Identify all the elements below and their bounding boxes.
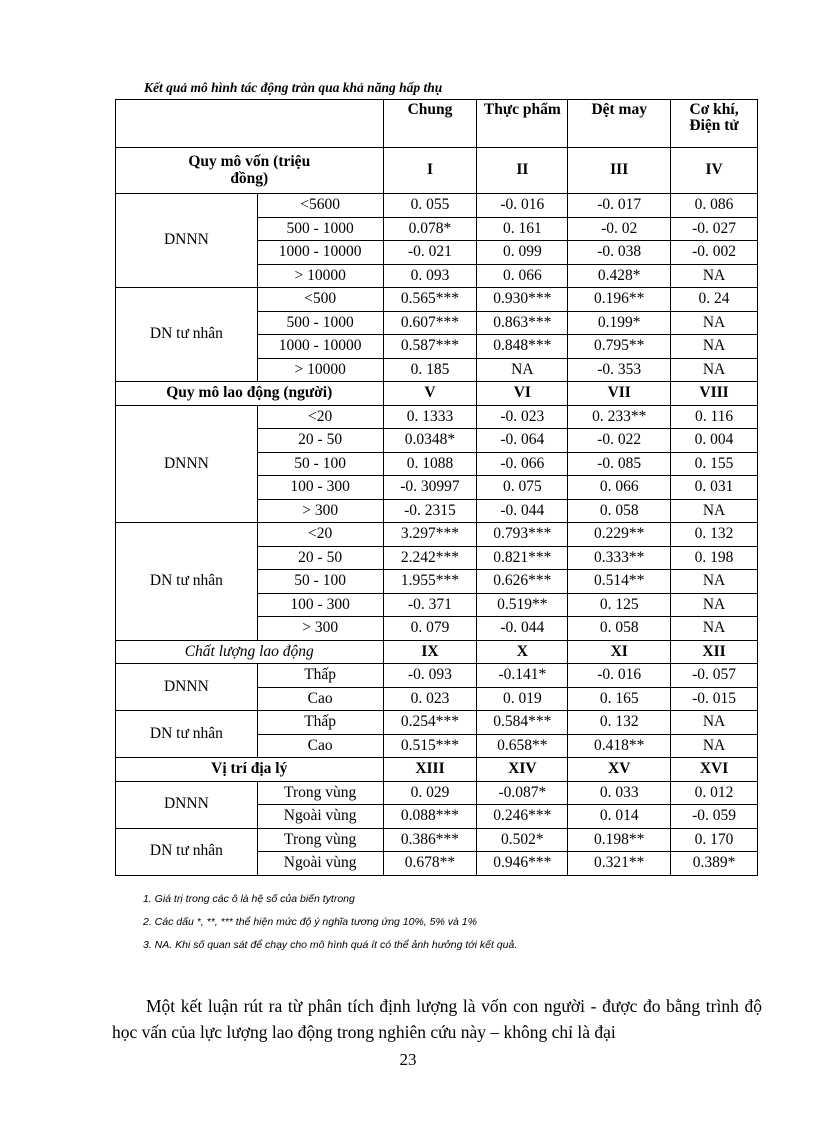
model-code: XIII [383, 758, 477, 782]
model-code: XIV [477, 758, 568, 782]
row-label: 50 - 100 [257, 570, 383, 594]
table-caption: Kết quả mô hình tác động tràn qua khả năng hấp thụ [144, 80, 443, 95]
value-cell: 0.626*** [477, 570, 568, 594]
value-cell: -0. 02 [568, 217, 671, 241]
row-label: 100 - 300 [257, 593, 383, 617]
value-cell: -0. 30997 [383, 476, 477, 500]
value-cell: 0. 023 [383, 687, 477, 711]
value-cell: 3.297*** [383, 523, 477, 547]
value-cell: 0.515*** [383, 734, 477, 758]
value-cell: -0. 022 [568, 429, 671, 453]
value-cell: 0. 075 [477, 476, 568, 500]
value-cell: NA [477, 358, 568, 382]
model-code: II [477, 148, 568, 194]
row-label: <500 [257, 288, 383, 312]
value-cell: 0.386*** [383, 828, 477, 852]
table-row [116, 194, 758, 218]
results-table [115, 99, 758, 876]
value-cell: 0.587*** [383, 335, 477, 359]
section-title: Quy mô lao động (người) [116, 382, 384, 406]
column-header: Cơ khí, Điện tử [671, 100, 758, 148]
row-label: 500 - 1000 [257, 311, 383, 335]
value-cell: 0. 132 [671, 523, 758, 547]
model-code: III [568, 148, 671, 194]
row-label: <20 [257, 523, 383, 547]
value-cell: 0.519** [477, 593, 568, 617]
value-cell: 0. 012 [671, 781, 758, 805]
value-cell: -0. 085 [568, 452, 671, 476]
value-cell: 0.658** [477, 734, 568, 758]
value-cell: 0.246*** [477, 805, 568, 829]
value-cell: 0. 125 [568, 593, 671, 617]
value-cell: 0. 086 [671, 194, 758, 218]
value-cell: 0. 079 [383, 617, 477, 641]
value-cell: -0. 016 [477, 194, 568, 218]
value-cell: 0. 116 [671, 405, 758, 429]
value-cell: 0.229** [568, 523, 671, 547]
row-label: <5600 [257, 194, 383, 218]
table-row [116, 288, 758, 312]
value-cell: -0. 064 [477, 429, 568, 453]
row-label: Thấp [257, 711, 383, 735]
table-notes [143, 893, 517, 962]
model-code: VI [477, 382, 568, 406]
value-cell: 2.242*** [383, 546, 477, 570]
row-label: Cao [257, 687, 383, 711]
value-cell: 0. 058 [568, 617, 671, 641]
value-cell: 0. 185 [383, 358, 477, 382]
value-cell: 0. 165 [568, 687, 671, 711]
value-cell: 0.678** [383, 852, 477, 876]
value-cell: 0. 132 [568, 711, 671, 735]
paragraph-text: Một kết luận rút ra từ phân tích định lượng là vốn con người - được đo bằng trình độ học vấn của lực lượng lao động trong nghiên cứu này – không chỉ là đại [112, 996, 762, 1042]
section-header-row [116, 640, 758, 664]
value-cell: -0.087* [477, 781, 568, 805]
value-cell: -0. 016 [568, 664, 671, 688]
model-code: XV [568, 758, 671, 782]
body-paragraph [112, 993, 762, 1045]
row-label: Trong vùng [257, 828, 383, 852]
value-cell: 0.418** [568, 734, 671, 758]
value-cell: 0. 233** [568, 405, 671, 429]
value-cell: 0.584*** [477, 711, 568, 735]
value-cell: 0.514** [568, 570, 671, 594]
value-cell: NA [671, 711, 758, 735]
value-cell: NA [671, 264, 758, 288]
section-header-row [116, 382, 758, 406]
value-cell: -0. 059 [671, 805, 758, 829]
value-cell: 0.333** [568, 546, 671, 570]
value-cell: -0. 057 [671, 664, 758, 688]
value-cell: 0. 1088 [383, 452, 477, 476]
value-cell: 0. 24 [671, 288, 758, 312]
row-label: 20 - 50 [257, 429, 383, 453]
table-row [116, 781, 758, 805]
group-label: DN tư nhân [116, 288, 258, 382]
value-cell: 0.254*** [383, 711, 477, 735]
value-cell: 0. 155 [671, 452, 758, 476]
value-cell: NA [671, 358, 758, 382]
header-blank-cell [116, 100, 384, 148]
value-cell: 0.502* [477, 828, 568, 852]
value-cell: -0. 044 [477, 617, 568, 641]
value-cell: NA [671, 593, 758, 617]
row-label: 1000 - 10000 [257, 335, 383, 359]
group-label: DN tư nhân [116, 828, 258, 875]
section-title: Quy mô vốn (triệu đồng) [116, 148, 384, 194]
model-code: VIII [671, 382, 758, 406]
value-cell: 0.389* [671, 852, 758, 876]
value-cell: 0.198** [568, 828, 671, 852]
row-label: 100 - 300 [257, 476, 383, 500]
value-cell: 0. 1333 [383, 405, 477, 429]
value-cell: 0. 029 [383, 781, 477, 805]
group-label: DN tư nhân [116, 523, 258, 641]
group-label: DNNN [116, 664, 258, 711]
row-label: <20 [257, 405, 383, 429]
value-cell: -0. 027 [671, 217, 758, 241]
value-cell: 0.795** [568, 335, 671, 359]
value-cell: 0.078* [383, 217, 477, 241]
value-cell: 0. 058 [568, 499, 671, 523]
row-label: > 300 [257, 617, 383, 641]
value-cell: 0.199* [568, 311, 671, 335]
model-code: X [477, 640, 568, 664]
value-cell: 0. 170 [671, 828, 758, 852]
model-code: V [383, 382, 477, 406]
model-code: IV [671, 148, 758, 194]
group-label: DNNN [116, 194, 258, 288]
group-label: DN tư nhân [116, 711, 258, 758]
note: 2. Các dấu *, **, *** thể hiện mức độ ý nghĩa tương ứng 10%, 5% và 1% [143, 916, 477, 928]
value-cell: NA [671, 734, 758, 758]
value-cell: 0.930*** [477, 288, 568, 312]
value-cell: 0.088*** [383, 805, 477, 829]
table-row [116, 828, 758, 852]
model-code: I [383, 148, 477, 194]
column-header: Chung [383, 100, 477, 148]
value-cell: -0. 021 [383, 241, 477, 265]
note: 1. Giá trị trong các ô là hệ số của biến tytrong [143, 893, 355, 905]
value-cell: -0.141* [477, 664, 568, 688]
value-cell: -0. 002 [671, 241, 758, 265]
value-cell: 0. 066 [568, 476, 671, 500]
value-cell: 0. 033 [568, 781, 671, 805]
column-header: Dệt may [568, 100, 671, 148]
model-code: XI [568, 640, 671, 664]
value-cell: 0.607*** [383, 311, 477, 335]
section-title: Vị trí địa lý [116, 758, 384, 782]
model-code: VII [568, 382, 671, 406]
value-cell: 0.321** [568, 852, 671, 876]
row-label: > 10000 [257, 358, 383, 382]
value-cell: -0. 353 [568, 358, 671, 382]
table-row [116, 523, 758, 547]
value-cell: NA [671, 570, 758, 594]
row-label: 20 - 50 [257, 546, 383, 570]
value-cell: 0. 031 [671, 476, 758, 500]
value-cell: 0. 066 [477, 264, 568, 288]
value-cell: NA [671, 335, 758, 359]
model-code: XVI [671, 758, 758, 782]
value-cell: 0.793*** [477, 523, 568, 547]
value-cell: 0.863*** [477, 311, 568, 335]
group-label: DNNN [116, 405, 258, 523]
section-header-row [116, 758, 758, 782]
row-label: Ngoài vùng [257, 805, 383, 829]
value-cell: 0.0348* [383, 429, 477, 453]
value-cell: -0. 371 [383, 593, 477, 617]
section-header-row [116, 148, 758, 194]
value-cell: -0. 066 [477, 452, 568, 476]
value-cell: 0.821*** [477, 546, 568, 570]
value-cell: 0. 161 [477, 217, 568, 241]
model-code: XII [671, 640, 758, 664]
row-label: Cao [257, 734, 383, 758]
table-row [116, 664, 758, 688]
value-cell: 0. 198 [671, 546, 758, 570]
row-label: > 300 [257, 499, 383, 523]
column-header: Thực phẩm [477, 100, 568, 148]
value-cell: NA [671, 617, 758, 641]
value-cell: -0. 023 [477, 405, 568, 429]
group-label: DNNN [116, 781, 258, 828]
value-cell: NA [671, 499, 758, 523]
value-cell: NA [671, 311, 758, 335]
value-cell: 0. 055 [383, 194, 477, 218]
value-cell: 0. 093 [383, 264, 477, 288]
note: 3. NA. Khi số quan sát để chạy cho mô hình quá ít có thể ảnh hưởng tới kết quả. [143, 939, 518, 951]
page-number: 23 [399, 1050, 417, 1069]
value-cell: 0. 004 [671, 429, 758, 453]
row-label: Trong vùng [257, 781, 383, 805]
row-label: 1000 - 10000 [257, 241, 383, 265]
value-cell: 0.946*** [477, 852, 568, 876]
value-cell: 0.196** [568, 288, 671, 312]
value-cell: -0. 017 [568, 194, 671, 218]
row-label: 50 - 100 [257, 452, 383, 476]
value-cell: -0. 015 [671, 687, 758, 711]
value-cell: -0. 044 [477, 499, 568, 523]
value-cell: 0.428* [568, 264, 671, 288]
table-header-row [116, 100, 758, 148]
model-code: IX [383, 640, 477, 664]
table-row [116, 405, 758, 429]
row-label: 500 - 1000 [257, 217, 383, 241]
value-cell: -0. 038 [568, 241, 671, 265]
row-label: > 10000 [257, 264, 383, 288]
value-cell: -0. 2315 [383, 499, 477, 523]
value-cell: 0. 099 [477, 241, 568, 265]
value-cell: -0. 093 [383, 664, 477, 688]
value-cell: 0. 019 [477, 687, 568, 711]
value-cell: 1.955*** [383, 570, 477, 594]
value-cell: 0.848*** [477, 335, 568, 359]
row-label: Thấp [257, 664, 383, 688]
value-cell: 0. 014 [568, 805, 671, 829]
table-row [116, 711, 758, 735]
section-title: Chất lượng lao động [116, 640, 384, 664]
row-label: Ngoài vùng [257, 852, 383, 876]
value-cell: 0.565*** [383, 288, 477, 312]
